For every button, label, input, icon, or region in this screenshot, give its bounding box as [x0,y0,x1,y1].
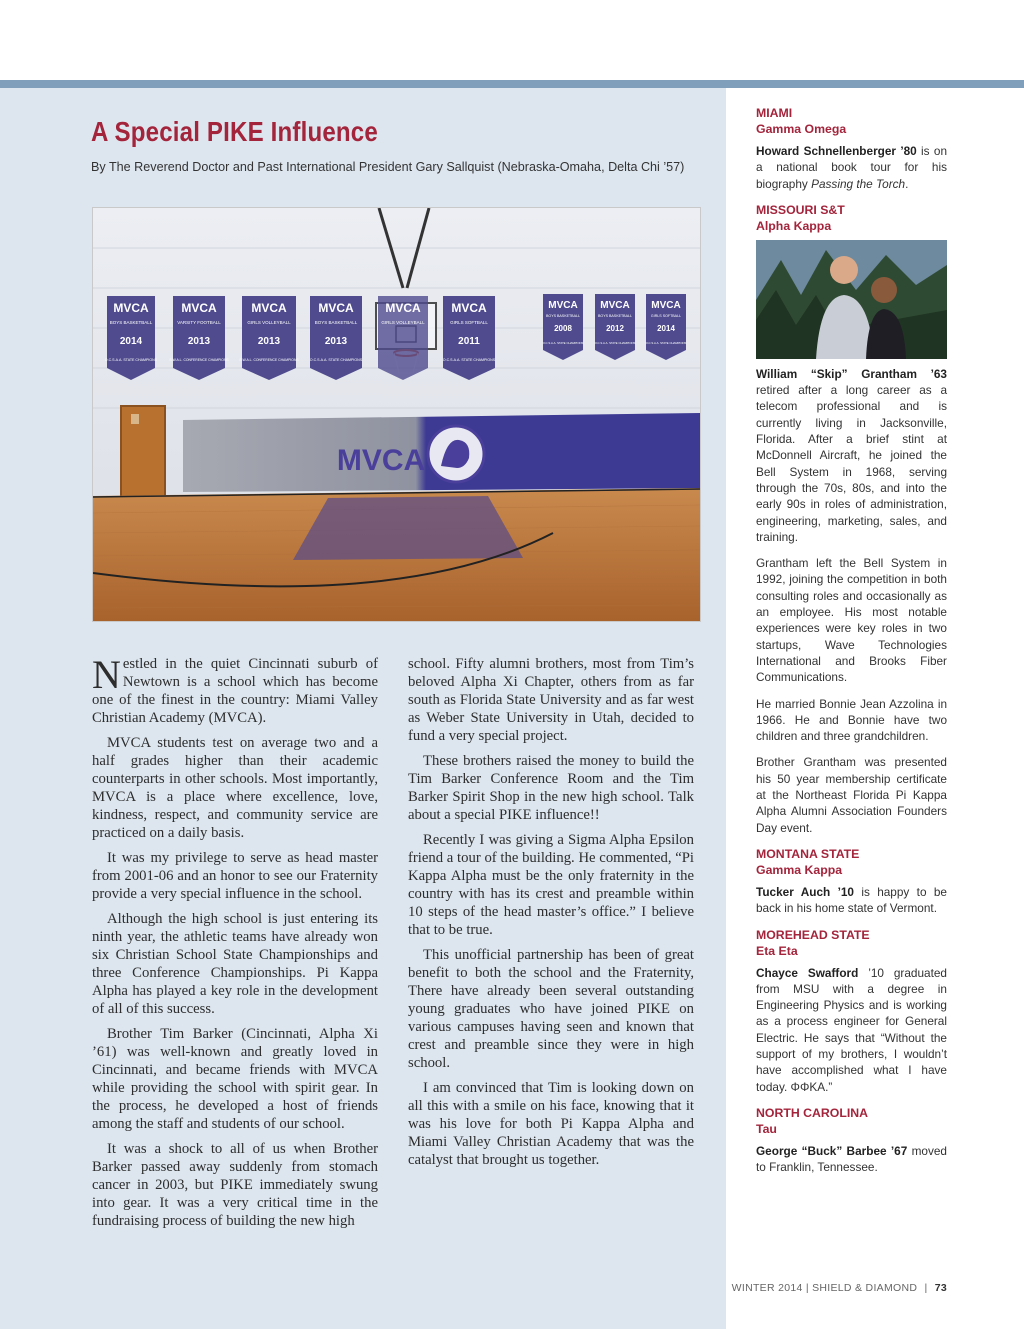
entry-text [756,143,947,192]
banner-foot: O.C.S.A.A. STATE CHAMPIONS [309,358,363,362]
banner-head: MVCA [385,301,421,315]
entry-text: Brother Grantham was presented his 50 year membership certificate at the Northeast Florida Pi Kappa Alpha Alumni Association Founders Day event. [756,755,947,835]
painted-key [293,496,523,560]
banner-foot: O.C.S.A.A. STATE CHAMPIONS [104,358,158,362]
chapter-name: Alpha Kappa [756,218,832,233]
banner [595,294,636,360]
entry-text: Grantham left the Bell System in 1992, joining the competition in both consulting roles and occasionally as an employee. His most notable experiences were key roles in two startups, Wave Technologies International and Brooks Fiber Communications. [756,556,947,685]
banner-head: MVCA [451,301,487,315]
banner-foot: O.C.S.A.A. STATE CHAMPIONS [645,341,687,345]
sidebar-entry-north-carolina [756,1105,947,1176]
banner-head: MVCA [181,301,217,315]
banner-year: 2012 [606,324,624,333]
paragraph: This unofficial partnership has been of great benefit to both the school and the Fraternity, There have already been several outstanding young graduates who have joined PIKE on various campuses having seen and known that crest and preamble since they were in high school. [408,947,694,1071]
banner [105,296,158,380]
banner [169,296,229,380]
top-rule [0,80,1024,88]
entry-text: He married Bonnie Jean Azzolina in 1966. He and Bonnie have two children and three grandchildren. [756,696,947,744]
chapter-name: Tau [756,1121,777,1136]
door-window [131,414,139,424]
banner-sub: BOYS BASKETBALL [546,314,580,318]
article-byline: By The Reverend Doctor and Past International President Gary Sallquist (Nebraska-Omaha, Delta Chi ’57) [91,160,685,174]
banner-foot: S.W.A.L. CONFERENCE CHAMPIONS [169,358,229,362]
school-name: NORTH CAROLINA [756,1105,869,1120]
school-name: MONTANA STATE [756,846,860,861]
entry-text [756,366,947,545]
chapter-name: Gamma Kappa [756,862,843,877]
banner-year: 2014 [657,324,675,333]
banner-sub: BOYS BASKETBALL [314,320,358,325]
gym-door [121,406,165,510]
paragraph: Although the high school is just entering its ninth year, the athletic teams have already won six Christian School State Championships and three Conference Championships. Pi Kappa Alpha has played a key role in the development of all of this success. [92,911,378,1017]
paragraph: school. Fifty alumni brothers, most from Tim’s beloved Alpha Xi Chapter, others from as far south as Florida State University and as far west as Weber State University in Utah, decided to fund a very special project. [408,656,694,744]
article-column-2 [408,655,694,1176]
banner-head: MVCA [651,300,681,311]
member-name: George “Buck” Barbee ’67 [756,1143,908,1158]
banner-foot: O.C.S.A.A. STATE CHAMPIONS [594,341,636,345]
chapter-name: Gamma Omega [756,122,847,136]
banners-right [543,294,687,360]
footer-separator: | [924,1282,928,1294]
member-name: Tucker Auch ’10 [756,884,854,899]
chapter-news-sidebar [756,105,947,1185]
banner [378,296,428,380]
book-title: Passing the Torch [811,176,906,191]
paragraph-text: estled in the quiet Cincinnati suburb of Newtown is a school which has become one of the finest in the country: Miami Valley Christian Academy (MVCA). [92,656,378,726]
paragraph: It was my privilege to serve as head master from 2001-06 and an honor to see our Fraternity provide a very special influence in the school. [92,850,378,902]
issue-label: WINTER 2014 | SHIELD & DIAMOND [731,1282,918,1294]
article-title: A Special PIKE Influence [91,116,378,147]
banner-head: MVCA [600,300,630,311]
sidebar-entry-miami [756,105,947,192]
sidebar-entry-morehead [756,927,947,1095]
paragraph: I am convinced that Tim is looking down on all this with a smile on his face, knowing that it was his love for both Pi Kappa Alpha and Miami Valley Christian Academy that was the catalyst that brought us together. [408,1080,694,1168]
banner-head: MVCA [113,301,149,315]
banner-foot: O.C.S.A.A. STATE CHAMPIONS [442,358,496,362]
banner-year: 2013 [187,336,211,347]
paragraph: These brothers raised the money to build the Tim Barker Conference Room and the Tim Barker Spirit Shop in the new high school. Talk about a special PIKE influence!! [408,753,694,823]
member-name: Howard Schnellenberger ’80 [756,144,917,158]
banner-sub: GIRLS SOFTBALL [650,314,682,318]
sidebar-entry-missouri [756,202,947,836]
member-name: William “Skip” Grantham ’63 [756,366,947,381]
banner-year: 2011 [458,336,480,347]
banner-year: 2014 [119,336,143,347]
couple-photo [756,240,947,359]
banner-sub: VARSITY FOOTBALL [177,320,221,325]
banner-head: MVCA [548,300,578,311]
entry-body: is happy to be back in his home state of Vermont. [756,884,947,916]
entry-text [756,1143,947,1176]
banner [443,296,496,380]
paragraph: It was a shock to all of us when Brother Barker passed away suddenly from stomach cancer in 2003, but PIKE immediately swung into gear. It was a very critical time in the fundraising process of building the new high [92,1141,378,1229]
banner-sub: GIRLS VOLLEYBALL [247,320,291,325]
gymnasium-photo [92,207,701,622]
entry-text [756,965,947,1095]
chapter-name: Eta Eta [756,943,798,958]
banner [239,296,299,380]
entry-text [756,884,947,917]
banner-sub: BOYS BASKETBALL [109,320,153,325]
banner-sub: BOYS BASKETBALL [598,314,632,318]
banner-head: MVCA [251,301,287,315]
school-name: MIAMI [756,106,793,120]
banner [543,294,584,360]
entry-body: moved to Franklin, Tennessee. [756,1143,947,1175]
entry-body: retired after a long career as a telecom professional and is currently living in Jacksonville, Florida. After a brief stint at McDonnell Aircraft, he joined the Bell System in 1968, serving through the 70s, 80s, and into the early 90s in roles of administration, engineering, marketing, sales, and training. [756,383,947,544]
banner [310,296,363,380]
banner-year: 2013 [257,336,281,347]
paragraph [92,652,378,727]
paragraph: Brother Tim Barker (Cincinnati, Alpha Xi ’61) was well-known and greatly loved in Cincinnati, and became friends with MVCA while providing the school with spirit gear. In the process, he developed a host of friends among the staff and students of our school. [92,1026,378,1132]
article-column-1 [92,652,378,1237]
drop-cap: N [92,652,121,697]
member-name: Chayce Swafford [756,965,859,980]
banner [646,294,687,360]
paragraph: MVCA students test on average two and a half grades higher than their academic counterparts in other schools. Most importantly, MVCA is a place where excellence, love, kindness, respect, and community service are practiced on a daily basis. [92,735,378,841]
banner-sub: GIRLS SOFTBALL [450,320,488,325]
banner-foot: S.W.A.L. CONFERENCE CHAMPIONS [239,358,299,362]
banner-year: 2013 [324,336,348,347]
banner-foot: O.C.S.A.A. STATE CHAMPIONS [542,341,584,345]
school-name: MISSOURI S&T [756,202,845,217]
school-name: MOREHEAD STATE [756,927,870,942]
sidebar-entry-montana [756,846,947,917]
wall-lettering: MVCA [336,444,426,477]
banner-year: 2008 [554,324,572,333]
entry-body: is on a national book tour for his biography [756,144,948,191]
page-footer [732,1282,947,1294]
banner-head: MVCA [318,301,354,315]
paragraph: Recently I was giving a Sigma Alpha Epsilon friend a tour of the building. He commented, “Pi Kappa Alpha must be the only fraternity in the country with has its crest and preamble within 10 steps of the head master’s office.” I believe that to be true. [408,832,694,938]
entry-body: ’10 graduated from MSU with a degree in Engineering Physics and is working as a process engineer for General Electric. He says that “Without the support of my brothers, I wouldn’t have accomplished what I have today. ΦΦΚΑ.” [756,965,947,1094]
entry-body-end: . [905,176,909,191]
page-number: 73 [934,1282,947,1294]
banner-sub: GIRLS VOLLEYBALL [381,320,425,325]
